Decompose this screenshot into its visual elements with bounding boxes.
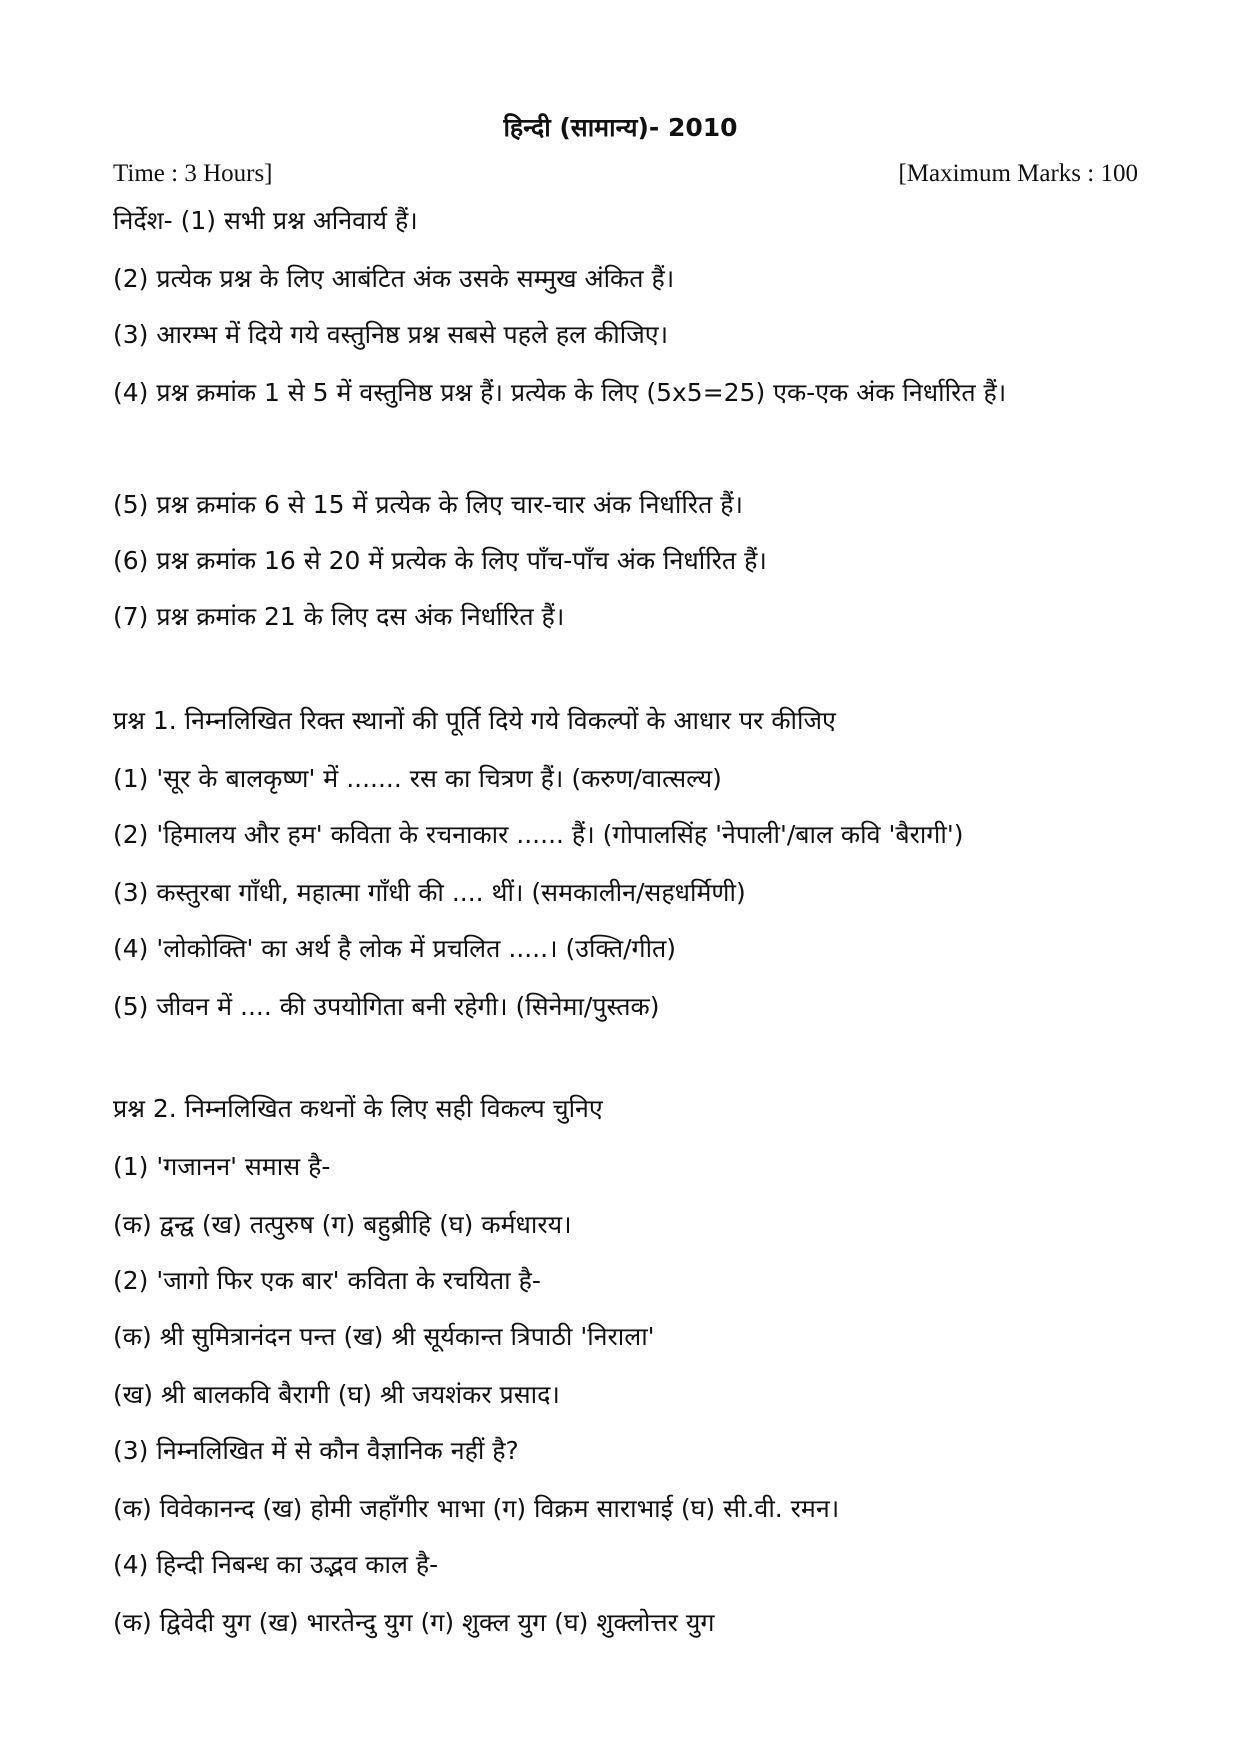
question-item: (1) 'गजानन' समास है- xyxy=(113,1152,331,1181)
question-item: (ख) श्री बालकवि बैरागी (घ) श्री जयशंकर प्रसाद। xyxy=(113,1380,560,1409)
question-item: (4) 'लोकोक्ति' का अर्थ है लोक में प्रचलित .....। (उक्ति/गीत) xyxy=(113,934,677,963)
time-label: Time : 3 Hours] xyxy=(113,160,273,187)
question-item: (2) 'जागो फिर एक बार' कविता के रचयिता है- xyxy=(113,1266,541,1295)
page-title: हिन्दी (सामान्य)- 2010 xyxy=(503,113,738,142)
question-item: (क) विवेकानन्द (ख) होमी जहाँगीर भाभा (ग) विक्रम साराभाई (घ) सी.वी. रमन। xyxy=(113,1494,840,1523)
question-item: (2) 'हिमालय और हम' कविता के रचनाकार ...... हैं। (गोपालसिंह 'नेपाली'/बाल कवि 'बैरागी') xyxy=(113,820,964,849)
question-item: (क) द्वन्द्व (ख) तत्पुरुष (ग) बहुब्रीहि (घ) कर्मधारय। xyxy=(113,1210,572,1239)
question-heading: प्रश्न 2. निम्नलिखित कथनों के लिए सही विकल्प चुनिए xyxy=(113,1094,603,1123)
instruction-line: (5) प्रश्न क्रमांक 6 से 15 में प्रत्येक के लिए चार-चार अंक निर्धारित हैं। xyxy=(113,490,744,519)
question-item: (4) हिन्दी निबन्ध का उद्भव काल है- xyxy=(113,1550,439,1579)
instruction-line: (2) प्रत्येक प्रश्न के लिए आबंटित अंक उसके सम्मुख अंकित हैं। xyxy=(113,264,675,293)
max-marks-label: [Maximum Marks : 100 xyxy=(898,160,1138,187)
question-item: (3) कस्तुरबा गाँधी, महात्मा गाँधी की .... थीं। (समकालीन/सहधर्मिणी) xyxy=(113,878,746,907)
question-item: (5) जीवन में .... की उपयोगिता बनी रहेगी। (सिनेमा/पुस्तक) xyxy=(113,992,660,1021)
question-item: (क) श्री सुमित्रानंदन पन्त (ख) श्री सूर्यकान्त त्रिपाठी 'निराला' xyxy=(113,1322,655,1351)
instruction-line: (6) प्रश्न क्रमांक 16 से 20 में प्रत्येक के लिए पाँच-पाँच अंक निर्धारित हैं। xyxy=(113,546,767,575)
instruction-line: (7) प्रश्न क्रमांक 21 के लिए दस अंक निर्धारित हैं। xyxy=(113,602,565,631)
question-item: (1) 'सूर के बालकृष्ण' में ....... रस का चित्रण हैं। (करुण/वात्सल्य) xyxy=(113,764,722,793)
instruction-line: निर्देश- (1) सभी प्रश्न अनिवार्य हैं। xyxy=(113,206,418,235)
question-item: (3) निम्नलिखित में से कौन वैज्ञानिक नहीं है? xyxy=(113,1436,519,1465)
question-item: (क) द्विवेदी युग (ख) भारतेन्दु युग (ग) शुक्ल युग (घ) शुक्लोत्तर युग xyxy=(113,1608,715,1637)
question-heading: प्रश्न 1. निम्नलिखित रिक्त स्थानों की पूर्ति दिये गये विकल्पों के आधार पर कीजिए xyxy=(113,706,836,735)
instruction-line: (4) प्रश्न क्रमांक 1 से 5 में वस्तुनिष्ठ प्रश्न हैं। प्रत्येक के लिए (5x5=25) एक-एक अंक निर्धारित हैं। xyxy=(113,378,1007,407)
instruction-line: (3) आरम्भ में दिये गये वस्तुनिष्ठ प्रश्न सबसे पहले हल कीजिए। xyxy=(113,320,669,349)
